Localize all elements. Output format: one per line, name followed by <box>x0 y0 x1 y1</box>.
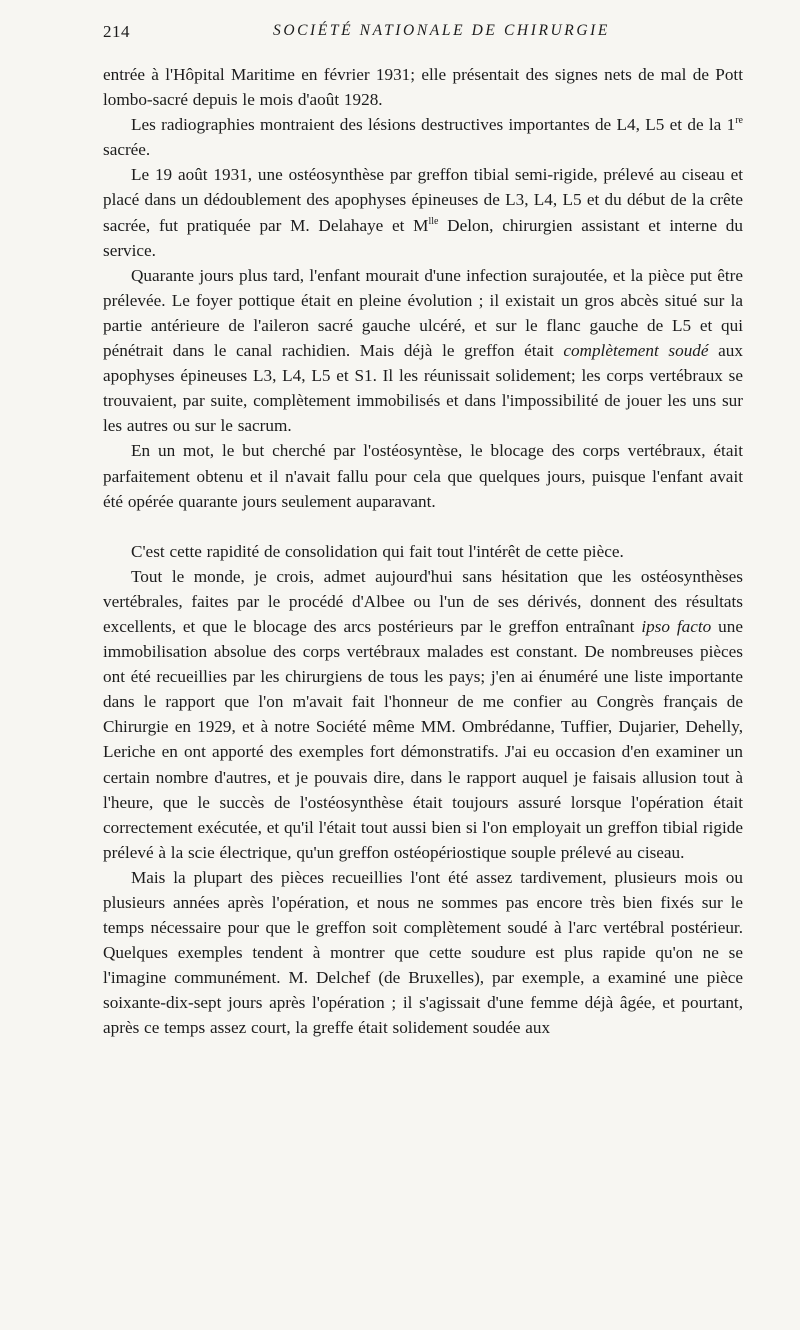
paragraph-5: En un mot, le but cherché par l'ostéosyntèse, le blocage des corps vertébraux, était parfaitement obtenu et il n'avait fallu pour cela que quelques jours, puisque l'enfant avait été opérée quarante jours seulement auparavant. <box>103 441 743 511</box>
paragraph-2-text-a: Les radiographies montraient des lésions destructives importantes de L4, L5 et de la 1 <box>131 115 736 135</box>
paragraph-7-text-a: Tout le monde, je crois, admet aujourd'hui sans hésitation que les ostéosynthèses vertébrales, faites par le procédé d'Albee ou l'un de ses dérivés, donnent des résultats excellents, et que le blocage des arcs postérieurs par le greffon entraînant <box>103 566 743 636</box>
body-text <box>103 62 743 1041</box>
paragraph-6: C'est cette rapidité de consolidation qui fait tout l'intérêt de cette pièce. <box>131 541 624 561</box>
paragraph-7-text-b: une immobilisation absolue des corps vertébraux malades est constant. De nombreuses pièces ont été recueillies par les chirurgiens de tous les pays; j'en ai énuméré une liste importante dans le rapport que l'on m'avait fait l'honneur de me confier au Congrès français de Chirurgie en 1929, et à notre Société même MM. Ombrédanne, Tuffier, Dujarier, Dehelly, Leriche en ont apporté des exemples fort démonstratifs. J'ai eu occasion d'en examiner un certain nombre d'autres, et je pouvais dire, dans le rapport auquel je faisais allusion tout à l'heure, que le succès de l'ostéosynthèse était toujours assuré lorsque l'opération était correctement exécutée, et qu'il l'était tout aussi bien si l'on employait un greffon tibial rigide prélevé à la scie électrique, qu'un greffon ostéopériostique souple prélevé au ciseau. <box>103 616 743 862</box>
paragraph-2 <box>103 112 743 162</box>
paragraph-3-text-a: Le 19 août 1931, une ostéosynthèse par greffon tibial semi-rigide, prélevé au ciseau et placé dans un dédoublement des apophyses épineuses de L3, L4, L5 et du début de la crête sacrée, fut pratiquée par M. Delahaye et M <box>103 165 743 235</box>
paragraph-3 <box>103 162 743 262</box>
paragraph-1: entrée à l'Hôpital Maritime en février 1931; elle présentait des signes nets de mal de Pott lombo-sacré depuis le mois d'août 1928. <box>103 65 743 110</box>
paragraph-7 <box>103 564 743 865</box>
running-head: SOCIÉTÉ NATIONALE DE CHIRURGIE <box>272 22 611 39</box>
paragraph-7-italic: ipso facto <box>641 616 712 636</box>
superscript-lle: lle <box>428 215 439 227</box>
paragraph-8: Mais la plupart des pièces recueillies l'ont été assez tardivement, plusieurs mois ou plusieurs années après l'opération, et nous ne sommes pas encore très bien fixés sur le temps nécessaire pour que le greffon soit complètement soudé à l'arc vertébral postérieur. Quelques exemples tendent à montrer que cette soudure est plus rapide qu'on ne se l'imagine communément. M. Delchef (de Bruxelles), par exemple, a examiné une pièce soixante-dix-sept jours après l'opération ; il s'agissait d'une femme déjà âgée, et pourtant, après ce temps assez court, la greffe était solidement soudée aux <box>103 867 743 1038</box>
paragraph-4-text-a: Quarante jours plus tard, l'enfant mourait d'une infection surajoutée, et la pièce put être prélevée. Le foyer pottique était en pleine évolution ; il existait un gros abcès situé sur la partie antérieure de l'aileron sacré gauche ulcéré, et sur le flanc gauche de L5 et qui pénétrait dans le canal rachidien. Mais déjà le greffon était <box>103 265 743 361</box>
paragraph-4-text-b: aux apophyses épineuses L3, L4, L5 et S1. Il les réunissait solidement; les corps vertébraux se trouvaient, par suite, complètement immobilisés et dans l'impossibilité de jouer les uns sur les autres ou sur le sacrum. <box>103 341 743 436</box>
paragraph-4 <box>103 263 743 439</box>
paragraph-2-text-b: sacrée. <box>103 140 151 160</box>
paragraph-3-text-b: Delon, chirurgien assistant et interne du service. <box>103 215 743 260</box>
paragraph-4-italic: complètement soudé <box>563 341 709 361</box>
superscript-re: re <box>735 115 743 127</box>
page-number: 214 <box>103 22 130 41</box>
page-header <box>103 22 740 44</box>
